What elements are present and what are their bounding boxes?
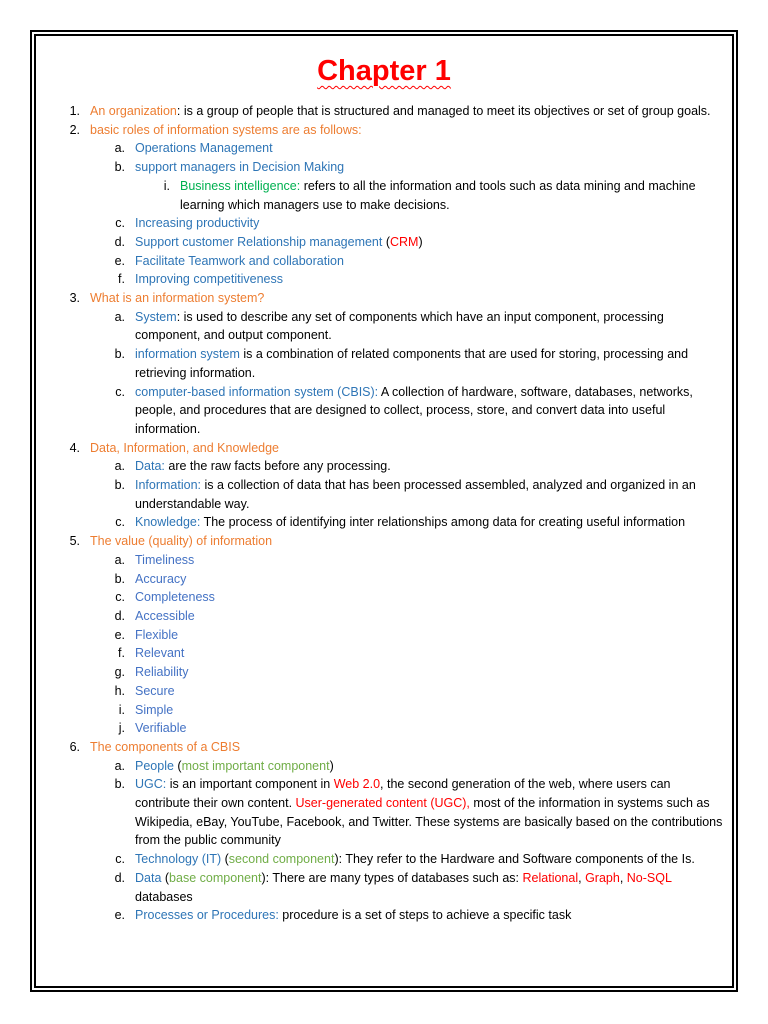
list-item-6a: a. People (most important component) xyxy=(114,758,334,773)
list-item-5b: b. Accuracy xyxy=(114,571,187,586)
list-item-4b: b. Information: is a collection of data that has been processed assembled, analyzed and organized in an xyxy=(114,478,696,493)
list-item-5a: a. Timeliness xyxy=(114,552,195,567)
list-item-3a: a. System: is used to describe any set of components which have an input component, processing xyxy=(114,309,664,324)
list-item-5c: c. Completeness xyxy=(115,590,215,605)
list-item-6d-cont: databases xyxy=(135,889,193,904)
list-item-5g: g. Reliability xyxy=(114,665,189,680)
list-item-2b: b. support managers in Decision Making xyxy=(114,160,345,175)
list-item-2: 2. basic roles of information systems are as follows: xyxy=(69,122,362,137)
list-item-6b-cont: contribute their own content. User-generated content (UGC), most of the information in systems such as xyxy=(135,796,710,811)
list-item-6b: b. UGC: is an important component in Web 2.0, the second generation of the web, where users can xyxy=(114,777,671,792)
list-item-1: 1. An organization: is a group of people that is structured and managed to meet its objectives or set of group goals. xyxy=(69,104,711,118)
list-item-6b-cont3: from the public community xyxy=(135,833,281,848)
list-item-5d: d. Accessible xyxy=(114,608,195,623)
list-item-6c: c. Technology (IT) (second component): They refer to the Hardware and Software components of the Is. xyxy=(115,852,695,867)
list-item-2f: f. Improving competitiveness xyxy=(118,272,283,287)
list-item-3a-cont: component, and output component. xyxy=(135,328,332,343)
list-item-6e: e. Processes or Procedures: procedure is a set of steps to achieve a specific task xyxy=(114,908,572,923)
page-title: Chapter 1 xyxy=(317,55,451,87)
list-item-2d: d. Support customer Relationship management (CRM) xyxy=(114,234,423,249)
list-item-3c-cont: people, and procedures that are designed to collect, process, store, and convert data into useful xyxy=(135,403,666,418)
list-item-5i: i. Simple xyxy=(118,702,174,717)
list-item-4a: a. Data: are the raw facts before any processing. xyxy=(114,459,391,474)
list-item-5j: j. Verifiable xyxy=(118,721,187,736)
list-item-2a: a. Operations Management xyxy=(114,141,273,156)
document-body xyxy=(36,50,732,925)
list-item-6: 6. The components of a CBIS xyxy=(69,739,241,754)
list-item-6d: d. Data (base component): There are many types of databases such as: Relational, Graph, No-SQL xyxy=(114,870,672,885)
list-item-2b-i: i. Business intelligence: refers to all the information and tools such as data mining and machine xyxy=(163,178,696,193)
list-item-2e: e. Facilitate Teamwork and collaboration xyxy=(114,253,344,268)
list-item-3: 3. What is an information system? xyxy=(69,291,265,306)
list-item-5f: f. Relevant xyxy=(118,646,185,661)
list-item-4c: c. Knowledge: The process of identifying inter relationships among data for creating useful information xyxy=(115,515,686,530)
list-item-5h: h. Secure xyxy=(114,683,175,698)
list-item-2c: c. Increasing productivity xyxy=(115,216,260,231)
list-item-3c-cont2: information. xyxy=(135,421,201,436)
list-item-3c: c. computer-based information system (CBIS): A collection of hardware, software, databases, networks, xyxy=(115,384,693,399)
list-item-4b-cont: understandable way. xyxy=(135,496,250,511)
list-item-5e: e. Flexible xyxy=(114,627,179,642)
list-item-5: 5. The value (quality) of information xyxy=(69,534,273,549)
list-item-6b-cont2: Wikipedia, eBay, YouTube, Facebook, and Twitter. These systems are basically based on the contributions xyxy=(135,814,723,829)
list-item-3b-cont: retrieving information. xyxy=(135,365,256,380)
list-item-2b-i-cont: learning which managers use to make decisions. xyxy=(180,197,450,212)
list-item-4: 4. Data, Information, and Knowledge xyxy=(69,440,280,455)
list-item-3b: b. information system is a combination of related components that are used for storing, processing and xyxy=(114,347,689,362)
